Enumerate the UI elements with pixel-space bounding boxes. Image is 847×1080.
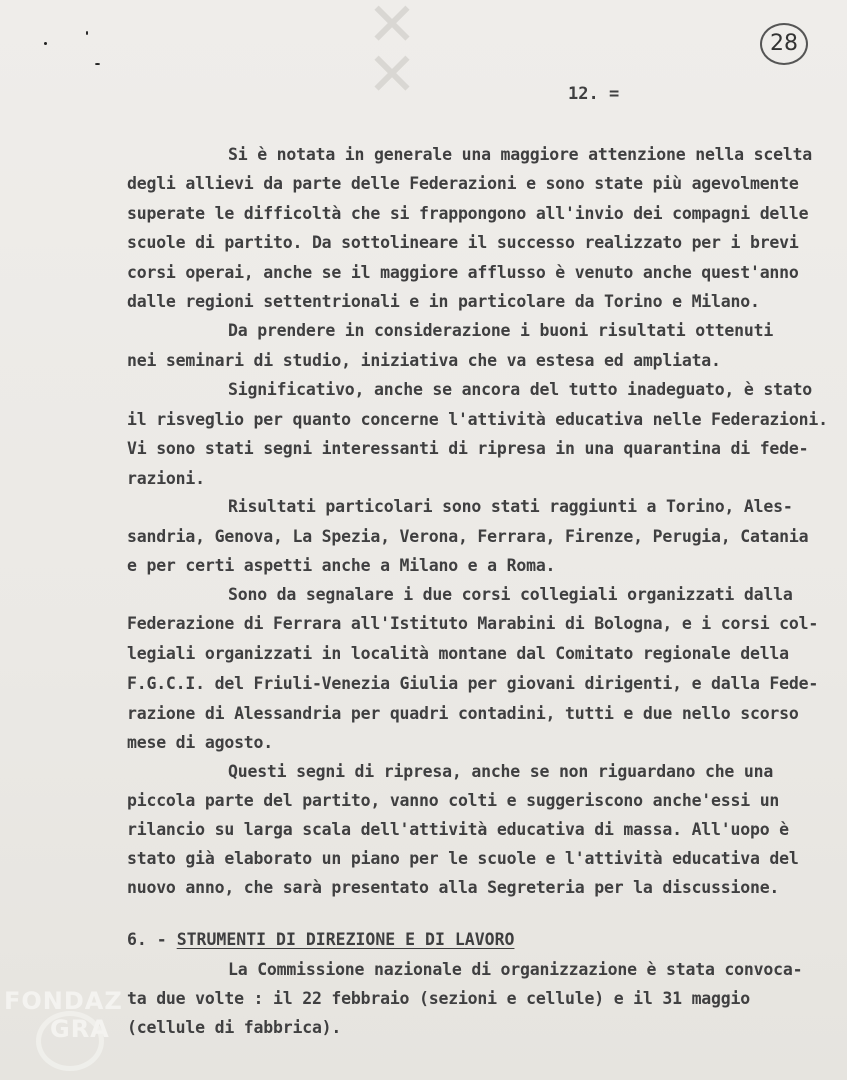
ink-speck bbox=[86, 31, 88, 35]
text-line: Si è notata in generale una maggiore attenzione nella scelta bbox=[228, 145, 813, 164]
text-line: e per certi aspetti anche a Milano e a Roma. bbox=[127, 556, 556, 575]
foundation-watermark bbox=[4, 987, 123, 1043]
section-title: STRUMENTI DI DIREZIONE E DI LAVORO bbox=[176, 930, 515, 949]
text-line: sandria, Genova, La Spezia, Verona, Ferrara, Firenze, Perugia, Catania bbox=[127, 527, 809, 546]
watermark-line-2: GRA bbox=[50, 1015, 110, 1043]
ink-speck bbox=[95, 63, 100, 65]
text-line: ta due volte : il 22 febbraio (sezioni e cellule) e il 31 maggio bbox=[127, 989, 750, 1008]
text-line: nei seminari di studio, iniziativa che va estesa ed ampliata. bbox=[127, 351, 721, 370]
watermark-line-1: FONDAZ bbox=[4, 987, 123, 1015]
text-line: La Commissione nazionale di organizzazione è stata convoca- bbox=[228, 960, 803, 979]
text-line: Questi segni di ripresa, anche se non riguardano che una bbox=[228, 762, 774, 781]
text-line: Risultati particolari sono stati raggiunti a Torino, Ales- bbox=[228, 497, 793, 516]
page-index: 12. = bbox=[568, 84, 620, 104]
text-line: razione di Alessandria per quadri contadini, tutti e due nello scorso bbox=[127, 704, 799, 723]
ink-speck bbox=[44, 42, 47, 45]
section-number: 6. - bbox=[127, 930, 167, 949]
text-line: dalle regioni settentrionali e in particolare da Torino e Milano. bbox=[127, 292, 760, 311]
text-line: stato già elaborato un piano per le scuole e l'attività educativa del bbox=[127, 849, 799, 868]
text-line: Vi sono stati segni interessanti di ripresa in una quarantina di fede- bbox=[127, 439, 809, 458]
text-line: il risveglio per quanto concerne l'attività educativa nelle Federazioni. bbox=[127, 410, 828, 429]
text-line: rilancio su larga scala dell'attività educativa di massa. All'uopo è bbox=[127, 820, 789, 839]
text-line: mese di agosto. bbox=[127, 733, 274, 752]
text-line: razioni. bbox=[127, 469, 205, 488]
page-number-stamp: 28 bbox=[760, 23, 808, 65]
text-line: legiali organizzati in località montane dal Comitato regionale della bbox=[127, 644, 789, 663]
text-line: nuovo anno, che sarà presentato alla Segreteria per la discussione. bbox=[127, 878, 780, 897]
text-line: Significativo, anche se ancora del tutto inadeguato, è stato bbox=[228, 380, 813, 399]
text-line: scuole di partito. Da sottolineare il successo realizzato per i brevi bbox=[127, 233, 799, 252]
section-heading bbox=[127, 930, 514, 950]
text-line: F.G.C.I. del Friuli-Venezia Giulia per giovani dirigenti, e dalla Fede- bbox=[127, 674, 819, 693]
text-line: piccola parte del partito, vanno colti e suggeriscono anche'essi un bbox=[127, 791, 780, 810]
text-line: degli allievi da parte delle Federazioni e sono state più agevolmente bbox=[127, 174, 799, 193]
text-line: superate le difficoltà che si frappongono all'invio dei compagni delle bbox=[127, 204, 809, 223]
text-line: Da prendere in considerazione i buoni risultati ottenuti bbox=[228, 321, 774, 340]
text-line: Sono da segnalare i due corsi collegiali organizzati dalla bbox=[228, 585, 793, 604]
watermark-x-mark: ✕ ✕ bbox=[366, 0, 418, 110]
text-line: corsi operai, anche se il maggiore afflusso è venuto anche quest'anno bbox=[127, 263, 799, 282]
text-line: Federazione di Ferrara all'Istituto Marabini di Bologna, e i corsi col- bbox=[127, 614, 819, 633]
text-line: (cellule di fabbrica). bbox=[127, 1018, 342, 1037]
